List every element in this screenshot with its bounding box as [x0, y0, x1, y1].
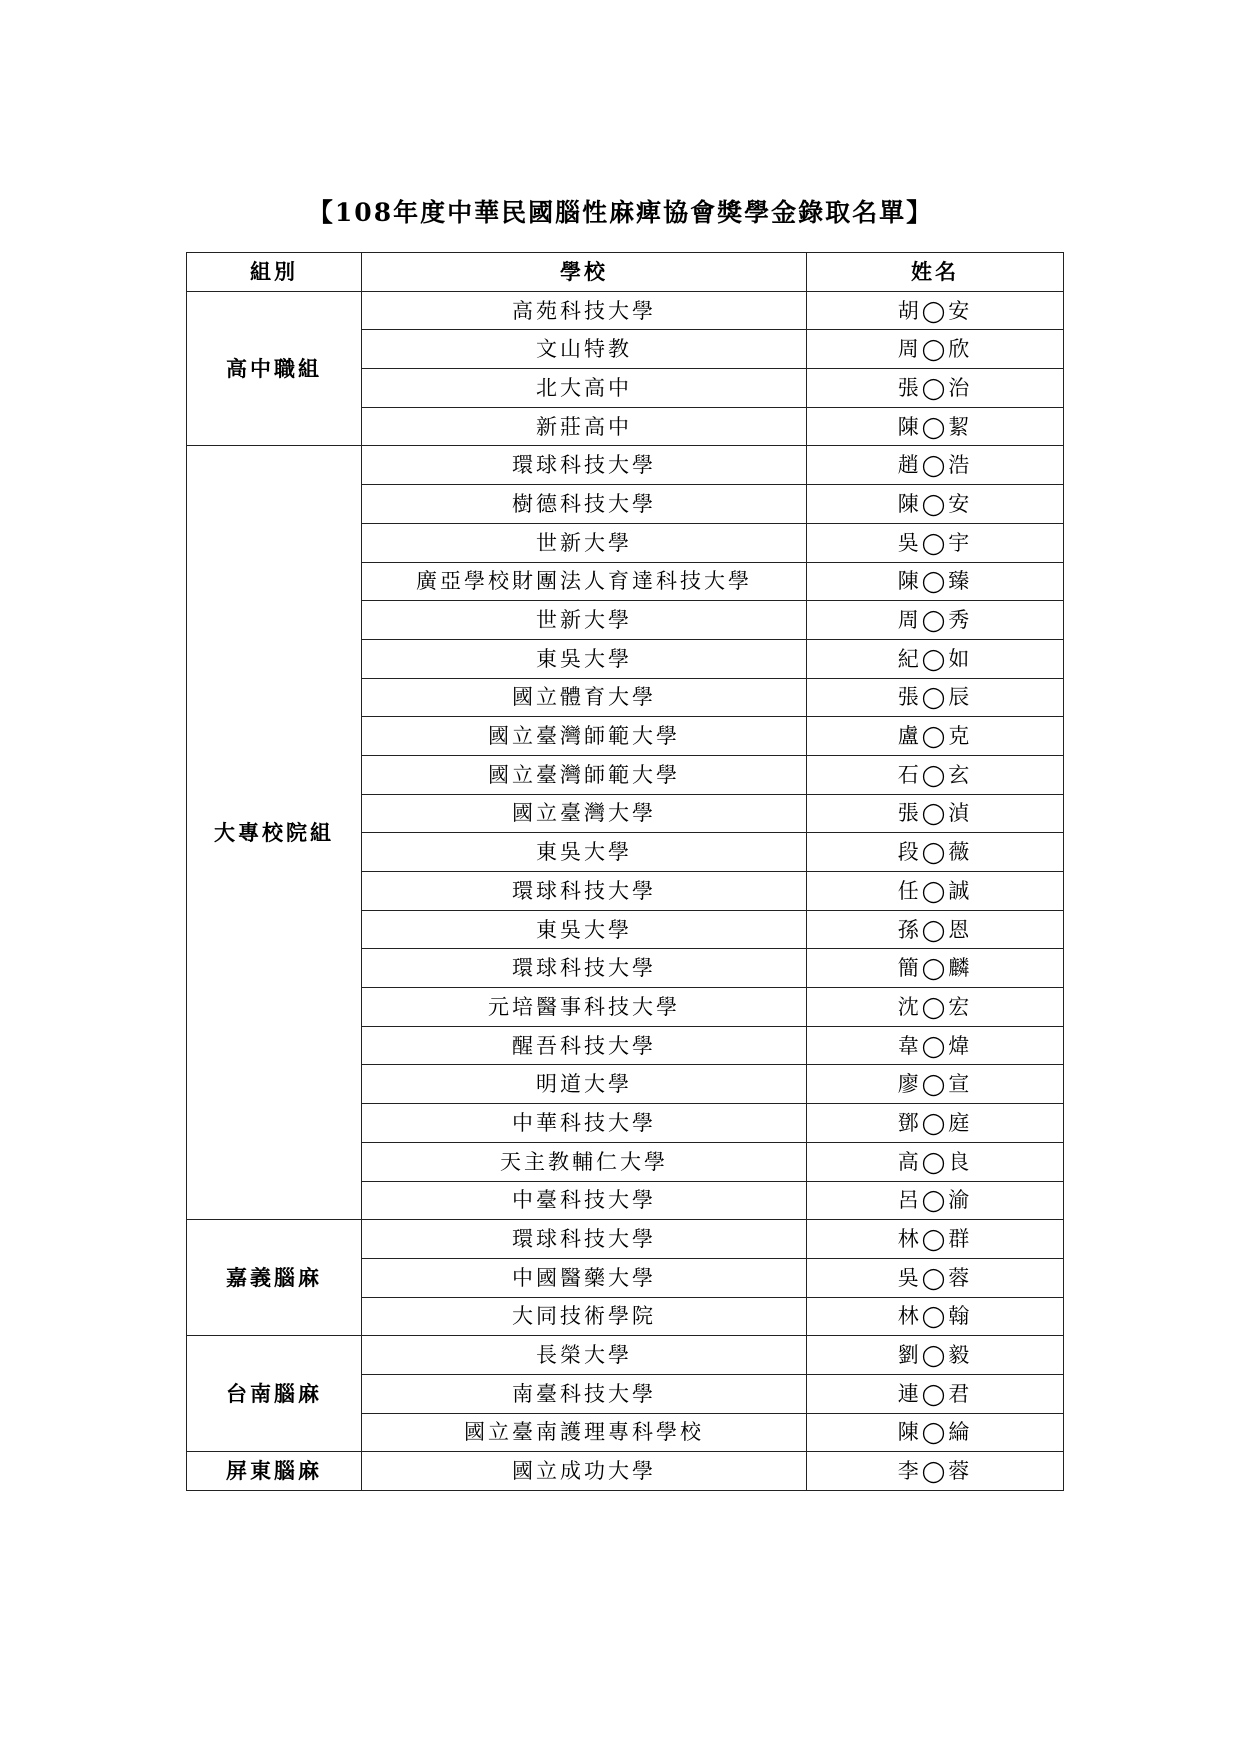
student-name-cell: 吳◯宇 [807, 523, 1064, 562]
student-name-cell: 陳◯臻 [807, 562, 1064, 601]
school-cell: 世新大學 [362, 523, 807, 562]
student-name-cell: 張◯辰 [807, 678, 1064, 717]
table-row [187, 1220, 1064, 1259]
school-cell: 東吳大學 [362, 639, 807, 678]
student-name-cell: 李◯蓉 [807, 1452, 1064, 1491]
group-name-cell: 屏東腦麻 [187, 1452, 362, 1491]
scholarship-roster-table [186, 252, 1064, 1491]
school-cell: 國立臺灣大學 [362, 794, 807, 833]
school-cell: 環球科技大學 [362, 446, 807, 485]
header-row [187, 253, 1064, 292]
student-name-cell: 連◯君 [807, 1374, 1064, 1413]
student-name-cell: 任◯誠 [807, 872, 1064, 911]
student-name-cell: 林◯翰 [807, 1297, 1064, 1336]
student-name-cell: 陳◯安 [807, 485, 1064, 524]
student-name-cell: 韋◯煒 [807, 1026, 1064, 1065]
column-header-name: 姓名 [807, 253, 1064, 292]
student-name-cell: 陳◯絜 [807, 407, 1064, 446]
school-cell: 高苑科技大學 [362, 291, 807, 330]
school-cell: 國立臺灣師範大學 [362, 717, 807, 756]
school-cell: 國立臺灣師範大學 [362, 755, 807, 794]
student-name-cell: 廖◯宣 [807, 1065, 1064, 1104]
school-cell: 環球科技大學 [362, 872, 807, 911]
school-cell: 國立臺南護理專科學校 [362, 1413, 807, 1452]
student-name-cell: 高◯良 [807, 1142, 1064, 1181]
school-cell: 中臺科技大學 [362, 1181, 807, 1220]
student-name-cell: 段◯薇 [807, 833, 1064, 872]
student-name-cell: 周◯欣 [807, 330, 1064, 369]
student-name-cell: 簡◯麟 [807, 949, 1064, 988]
school-cell: 醒吾科技大學 [362, 1026, 807, 1065]
student-name-cell: 沈◯宏 [807, 988, 1064, 1027]
student-name-cell: 劉◯毅 [807, 1336, 1064, 1375]
student-name-cell: 孫◯恩 [807, 910, 1064, 949]
student-name-cell: 周◯秀 [807, 601, 1064, 640]
school-cell: 國立體育大學 [362, 678, 807, 717]
school-cell: 東吳大學 [362, 833, 807, 872]
table-body [187, 291, 1064, 1490]
school-cell: 中國醫藥大學 [362, 1258, 807, 1297]
school-cell: 文山特教 [362, 330, 807, 369]
group-name-cell: 大專校院組 [187, 446, 362, 1220]
table-row [187, 1452, 1064, 1491]
student-name-cell: 趙◯浩 [807, 446, 1064, 485]
school-cell: 北大高中 [362, 369, 807, 408]
school-cell: 世新大學 [362, 601, 807, 640]
student-name-cell: 張◯湞 [807, 794, 1064, 833]
school-cell: 大同技術學院 [362, 1297, 807, 1336]
school-cell: 環球科技大學 [362, 1220, 807, 1259]
student-name-cell: 林◯群 [807, 1220, 1064, 1259]
document-title: 【108年度中華民國腦性麻痺協會獎學金錄取名單】 [307, 198, 934, 227]
school-cell: 明道大學 [362, 1065, 807, 1104]
table-row [187, 291, 1064, 330]
school-cell: 中華科技大學 [362, 1104, 807, 1143]
student-name-cell: 盧◯克 [807, 717, 1064, 756]
school-cell: 天主教輔仁大學 [362, 1142, 807, 1181]
student-name-cell: 鄧◯庭 [807, 1104, 1064, 1143]
school-cell: 國立成功大學 [362, 1452, 807, 1491]
school-cell: 東吳大學 [362, 910, 807, 949]
column-header-group: 組別 [187, 253, 362, 292]
school-cell: 長榮大學 [362, 1336, 807, 1375]
student-name-cell: 陳◯綸 [807, 1413, 1064, 1452]
school-cell: 環球科技大學 [362, 949, 807, 988]
student-name-cell: 胡◯安 [807, 291, 1064, 330]
school-cell: 樹德科技大學 [362, 485, 807, 524]
group-name-cell: 台南腦麻 [187, 1336, 362, 1452]
school-cell: 新莊高中 [362, 407, 807, 446]
student-name-cell: 石◯玄 [807, 755, 1064, 794]
student-name-cell: 張◯治 [807, 369, 1064, 408]
school-cell: 元培醫事科技大學 [362, 988, 807, 1027]
school-cell: 南臺科技大學 [362, 1374, 807, 1413]
table-row [187, 446, 1064, 485]
group-name-cell: 嘉義腦麻 [187, 1220, 362, 1336]
student-name-cell: 紀◯如 [807, 639, 1064, 678]
group-name-cell: 高中職組 [187, 291, 362, 446]
school-cell: 廣亞學校財團法人育達科技大學 [362, 562, 807, 601]
student-name-cell: 呂◯渝 [807, 1181, 1064, 1220]
student-name-cell: 吳◯蓉 [807, 1258, 1064, 1297]
table-row [187, 1336, 1064, 1375]
column-header-school: 學校 [362, 253, 807, 292]
